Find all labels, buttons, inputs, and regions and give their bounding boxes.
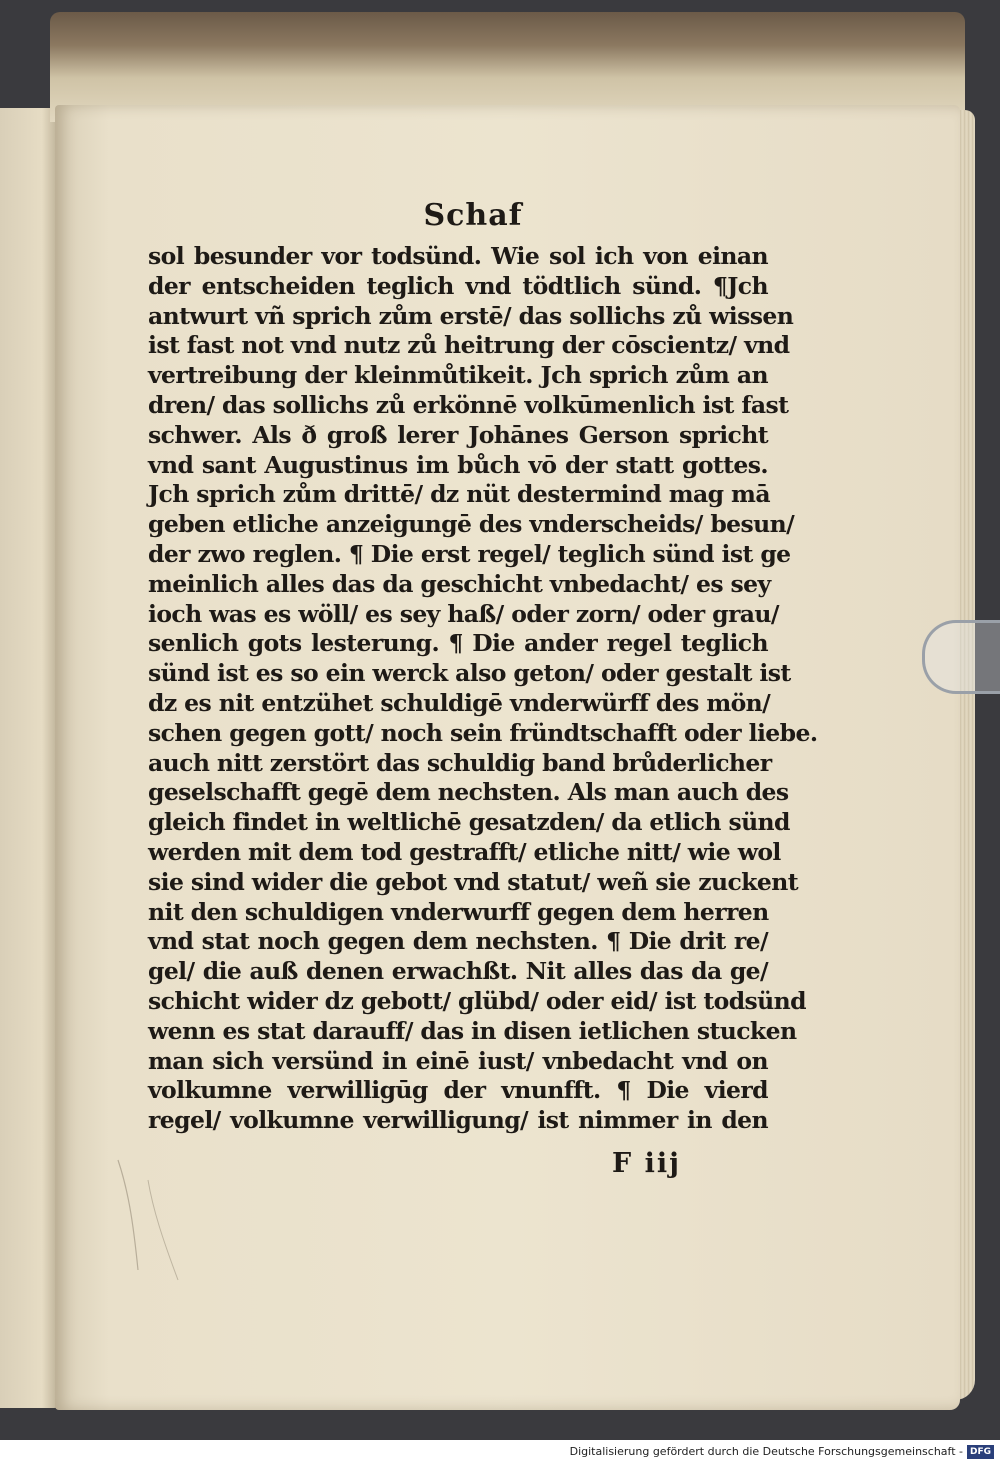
text-line: sünd ist es so ein werck also geton/ oder gestalt ist (148, 659, 791, 688)
text-line: sol besunder vor todsünd. Wie sol ich von einan (148, 242, 768, 270)
text-line: regel/ volkumne verwilligung/ ist nimmer in den (148, 1106, 768, 1135)
text-line: senlich gots lesterung. ¶ Die ander regel teglich (148, 629, 768, 658)
pencil-marks-icon (108, 1150, 188, 1290)
text-line: geselschafft gegē dem nechsten. Als man auch des (148, 778, 789, 807)
signature-mark: F iij (612, 1148, 681, 1179)
text-line: dz es nit entzühet schuldigē vnderwürff des mön/ (148, 688, 771, 717)
text-line: vnd sant Augustinus im bůch vō der statt gottes. (148, 450, 768, 479)
text-line: geben etliche anzeigungē des vnderscheids/ besun/ (148, 510, 795, 539)
text-line: dren/ das sollichs zů erkönnē volkūmenlich ist fast (148, 390, 789, 419)
text-line: gleich findet in weltlichē gesatzden/ da etlich sünd (148, 808, 790, 837)
text-line: werden mit dem tod gestrafft/ etliche nitt/ wie wol (148, 837, 781, 866)
text-line: vertreibung der kleinmůtikeit. Jch sprich zům an (148, 361, 768, 390)
text-line: Jch sprich zům drittē/ dz nüt destermind mag mā (148, 480, 770, 509)
text-line: der entscheiden teglich vnd tödtlich sünd. ¶Jch (148, 271, 768, 300)
text-line: nit den schuldigen vnderwurff gegen dem herren (148, 897, 769, 926)
text-line: der zwo reglen. ¶ Die erst regel/ teglich sünd ist ge (148, 539, 791, 568)
dfg-logo-icon: DFG (967, 1445, 994, 1459)
text-line: volkumne verwilligūg der vnunfft. ¶ Die vierd (148, 1076, 768, 1105)
text-line: schicht wider dz gebott/ glübd/ oder eid/ ist todsünd (148, 986, 806, 1015)
text-line: antwurt vñ sprich zům erstē/ das sollichs zů wissen (148, 301, 794, 330)
footer-bar (0, 1440, 1000, 1463)
text-line: schwer. Als ð groß lerer Johānes Gerson spricht (148, 420, 768, 449)
page-clip-icon (922, 620, 1000, 694)
footer-credit: Digitalisierung gefördert durch die Deutsche Forschungsgemeinschaft - (569, 1445, 963, 1458)
text-line: wenn es stat darauff/ das in disen ietlichen stucken (148, 1016, 797, 1045)
text-line: ioch was es wöll/ es sey haß/ oder zorn/ oder grau/ (148, 599, 779, 628)
text-line: gel/ die auß denen erwachßt. Nit alles das da ge/ (148, 957, 768, 986)
text-line: vnd stat noch gegen dem nechsten. ¶ Die drit re/ (148, 927, 768, 956)
page-text (148, 190, 818, 1136)
text-lines (148, 242, 818, 1136)
text-line: man sich versünd in einē iust/ vnbedacht vnd on (148, 1046, 768, 1075)
text-line: schen gegen gott/ noch sein fründtschafft oder liebe. (148, 718, 818, 747)
text-line: ist fast not vnd nutz zů heitrung der cōscientz/ vnd (148, 331, 790, 360)
text-line: auch nitt zerstört das schuldig band brůderlicher (148, 748, 772, 777)
running-header: Schaf (423, 198, 523, 233)
text-line: meinlich alles das da geschicht vnbedacht/ es sey (148, 569, 771, 598)
facing-page-edge (0, 108, 60, 1408)
text-line: sie sind wider die gebot vnd statut/ weñ sie zuckent (148, 867, 798, 896)
